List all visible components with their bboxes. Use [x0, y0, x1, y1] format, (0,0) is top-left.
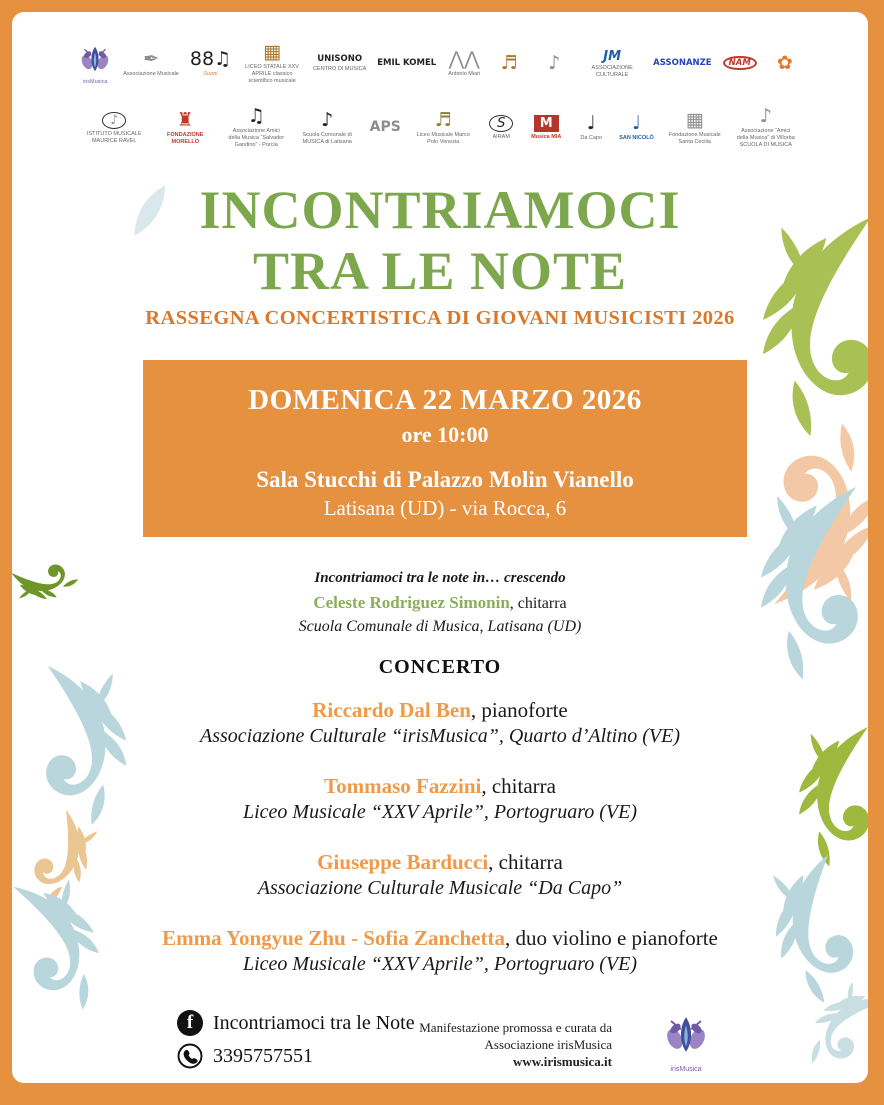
- irismusica-footer-logo: [657, 1012, 715, 1073]
- unisono-logo: [313, 55, 366, 72]
- opening-act: [12, 570, 868, 636]
- logo-caption: Associazione “Amici della Musica” di Villorba SCUOLA DI MUSICA: [736, 128, 795, 148]
- treble-clef-logo: [492, 51, 526, 75]
- logo-caption: Musica MIA: [531, 134, 562, 141]
- logo-caption: Antonio Miari: [448, 71, 481, 78]
- iris-flower-icon: [79, 43, 111, 77]
- performer-school: Liceo Musicale “XXV Aprile”, Portogruaro (VE): [242, 953, 638, 975]
- assonanze-wordmark: ASSONANZE: [653, 57, 712, 68]
- performance-item: [12, 926, 868, 976]
- logo-caption: Da Capo: [580, 135, 603, 142]
- assonanze-logo: [653, 59, 711, 70]
- poster-inner: [12, 12, 868, 1083]
- performance-item: [12, 850, 868, 900]
- phone-icon: [177, 1043, 203, 1069]
- nam-logo: [723, 56, 757, 73]
- title-line-2: TRA LE NOTE: [252, 241, 628, 302]
- performance-item: [12, 774, 868, 824]
- logo-caption: Associazione Amici della Musica “Salvador Gandino” - Porcia: [228, 128, 285, 148]
- jm-culturale-logo: [582, 50, 642, 79]
- flower-mascot-icon: ✿: [776, 51, 793, 74]
- irismusica-logo: [78, 43, 112, 86]
- liceo-xxv-aprile-logo: [242, 43, 302, 85]
- performer-name: Riccardo Dal Ben: [312, 698, 471, 722]
- marco-polo-logo: [413, 108, 473, 146]
- performer-name: Emma Yongyue Zhu - Sofia Zanchetta: [162, 926, 505, 950]
- treble-clef-icon: ♬: [500, 51, 518, 74]
- event-address: Latisana (UD) - via Rocca, 6: [323, 496, 567, 520]
- musica-mia-logo: [529, 115, 563, 141]
- san-nicolo-logo: [619, 114, 654, 142]
- building-icon: ▦: [263, 41, 282, 64]
- unisono-wordmark: UNISONO: [317, 54, 363, 65]
- opening-performer-name: Celeste Rodriguez Simonin: [313, 593, 510, 612]
- scuola-latisana-logo: [297, 108, 357, 146]
- logo-caption: AIRAM: [492, 134, 510, 141]
- promo-line-2: Associazione irisMusica: [484, 1036, 612, 1052]
- opening-piece: Incontriamoci tra le note in… crescendo: [314, 570, 566, 586]
- conductor-icon: ♪: [321, 108, 334, 131]
- mia-wordmark: M: [534, 115, 559, 132]
- logo-caption: irisMusica: [82, 78, 108, 85]
- treble-clef-icon: ♩: [632, 112, 641, 135]
- fondazione-morello-logo: [155, 108, 215, 146]
- event-venue: Sala Stucchi di Palazzo Molin Vianello: [256, 467, 634, 492]
- santa-cecilia-logo: [665, 108, 725, 146]
- performer-name: Giuseppe Barducci: [317, 850, 489, 874]
- aps-logo: [368, 120, 402, 136]
- poster-title: [12, 180, 868, 302]
- logo-caption: SAN NICOLÒ: [619, 135, 654, 142]
- concert-heading: CONCERTO: [378, 656, 502, 678]
- iris-logo-caption: irisMusica: [670, 1066, 702, 1073]
- emil-komel-wordmark: EMIL KOMEL: [377, 57, 437, 68]
- phone-row: [177, 1043, 415, 1069]
- jm-monogram-icon: JM: [603, 48, 622, 64]
- building-icon: ▦: [685, 108, 704, 131]
- logo-caption: ASSOCIAZIONE CULTURALE: [591, 64, 633, 78]
- antonio-miari-logo: [447, 50, 481, 78]
- facebook-row: [177, 1010, 415, 1036]
- opening-performer-instrument: , chitarra: [509, 595, 567, 612]
- maurice-ravel-logo: [84, 112, 144, 145]
- facebook-page-name: Incontriamoci tra le Note: [213, 1011, 415, 1034]
- performer-name: Tommaso Fazzini: [324, 774, 482, 798]
- treble-clef-collage-icon: ♬: [434, 108, 452, 131]
- performer-school: Associazione Culturale Musicale “Da Capo”: [257, 877, 623, 899]
- event-time: ore 10:00: [401, 422, 489, 447]
- nam-wordmark: NAM: [723, 56, 757, 71]
- villorba-logo: [736, 107, 796, 149]
- logo-caption: FONDAZIONE MORELLO: [167, 131, 204, 145]
- promo-line-1: Manifestazione promossa e curata da: [419, 1020, 612, 1035]
- french-horn-icon: ♫: [247, 105, 265, 128]
- event-box: [143, 360, 747, 537]
- performances-list: [12, 698, 868, 1002]
- performance-item: [12, 698, 868, 748]
- logo-caption: ISTITUTO MUSICALE MAURICE RAVEL: [86, 130, 142, 144]
- performer-school: Liceo Musicale “XXV Aprile”, Portogruaro (VE): [242, 801, 638, 823]
- airam-oval-icon: S: [489, 115, 513, 132]
- performer-instrument: , duo violino e pianoforte: [504, 926, 718, 950]
- music-note-icon: ♪: [548, 51, 561, 74]
- opening-performer-line: [12, 593, 868, 613]
- promo-url: www.irismusica.it: [513, 1053, 612, 1069]
- music-note-icon: ♪: [102, 112, 126, 129]
- partner-logos-row-2: [22, 100, 858, 156]
- aps-monogram-icon: APS: [369, 119, 401, 135]
- logo-caption: Suoni: [203, 71, 218, 78]
- logo-caption: CENTRO DI MUSICA: [313, 65, 367, 72]
- 88-suoni-logo: [190, 50, 231, 78]
- logo-caption: Associazione Musicale: [123, 71, 179, 78]
- mountains-icon: ⋀⋀: [448, 48, 480, 71]
- opening-performer-school: Scuola Comunale di Musica, Latisana (UD): [298, 618, 582, 635]
- promo-block: [419, 1020, 612, 1071]
- pen-sketch-icon: ✒: [143, 48, 159, 71]
- contact-block: [177, 1010, 415, 1076]
- emil-komel-logo: [377, 59, 436, 70]
- castle-icon: ♜: [176, 108, 194, 131]
- partner-logos-row-1: [22, 34, 858, 94]
- event-date: DOMENICA 22 MARZO 2026: [248, 384, 642, 416]
- salvador-gandino-logo: [226, 107, 286, 149]
- mascot-logo: [768, 51, 802, 75]
- piano-sketch-icon: ♪: [759, 105, 772, 128]
- performer-instrument: , pianoforte: [470, 698, 568, 722]
- poster-subtitle: RASSEGNA CONCERTISTICA DI GIOVANI MUSICISTI 2026: [145, 307, 735, 329]
- piano-keys-icon: 88♫: [189, 48, 232, 71]
- associazione-musicale-logo: [123, 50, 179, 78]
- performer-instrument: , chitarra: [488, 850, 563, 874]
- phone-number: 3395757551: [213, 1044, 313, 1067]
- performer-instrument: , chitarra: [481, 774, 556, 798]
- quarter-note-icon: ♩: [586, 112, 596, 135]
- logo-caption: Liceo Musicale Marco Polo Venezia: [416, 131, 470, 145]
- da-capo-logo: [574, 114, 608, 142]
- airam-logo: [484, 115, 518, 141]
- logo-caption: LICEO STATALE XXV APRILE classico scientifico musicale: [245, 64, 299, 84]
- iris-flower-icon: [663, 1012, 709, 1060]
- facebook-icon: f: [177, 1010, 203, 1036]
- piano-sketch-logo: [537, 51, 571, 75]
- logo-caption: Scuola Comunale di MUSICA di Latisana: [302, 131, 352, 145]
- title-line-1: INCONTRIAMOCI: [199, 180, 681, 240]
- logo-caption: Fondazione Musicale Santa Cecilia: [668, 131, 721, 145]
- performer-school: Associazione Culturale “irisMusica”, Quarto d’Altino (VE): [200, 725, 680, 747]
